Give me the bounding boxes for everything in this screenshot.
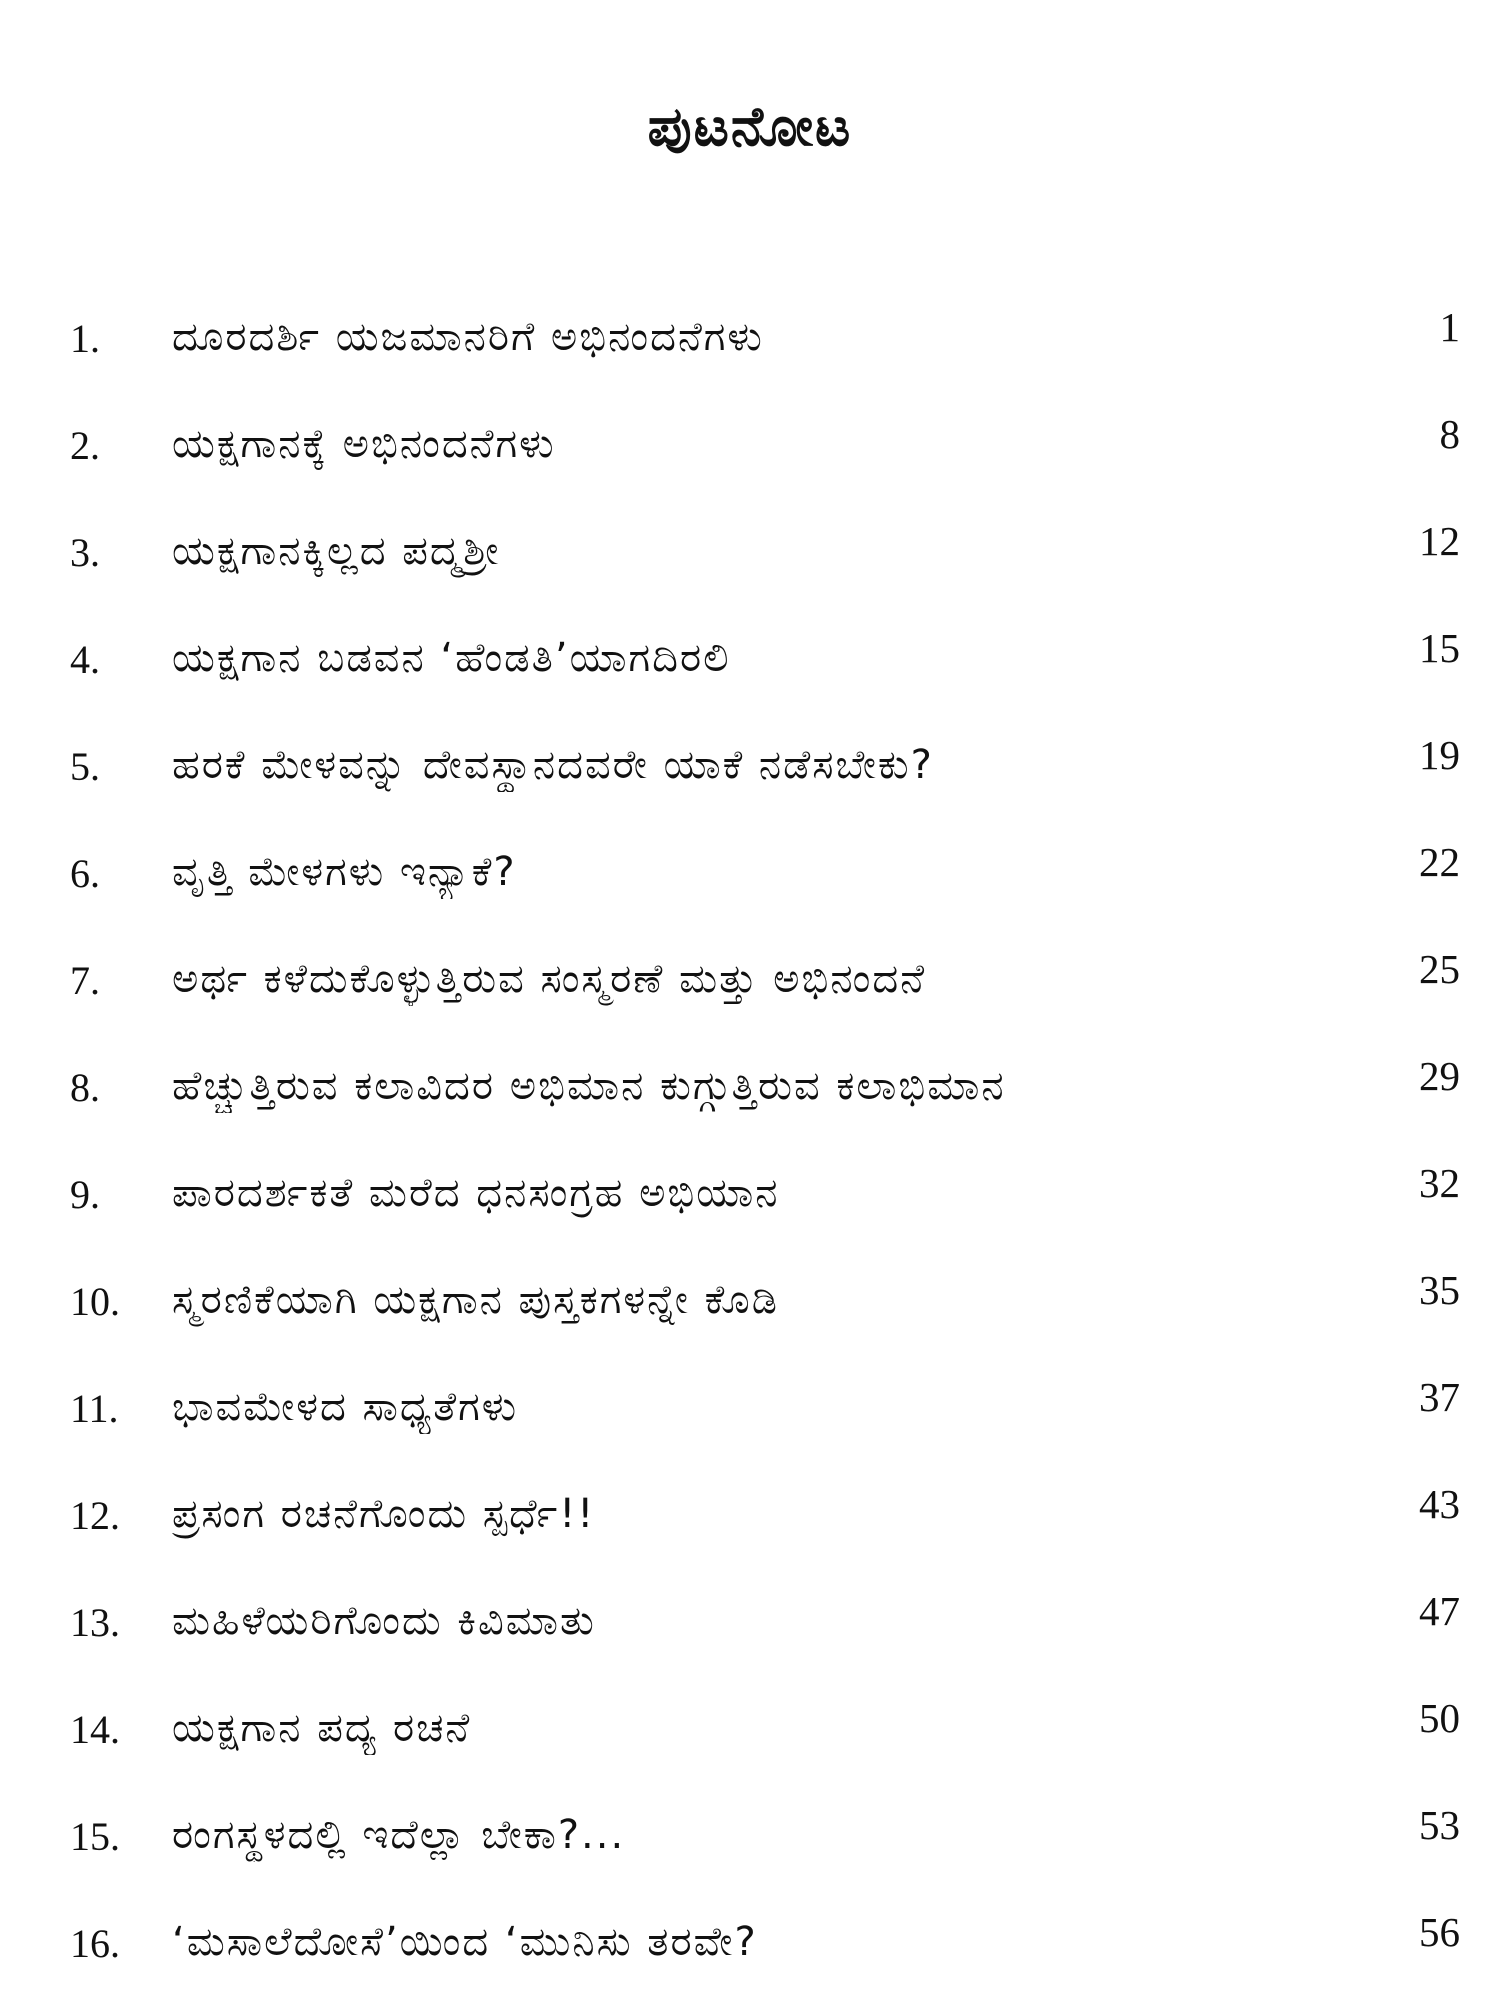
- entry-page-number: 12: [1419, 518, 1460, 564]
- entry-title: ಯಕ್ಷಗಾನ ಬಡವನ ‘ಹೆಂಡತಿ’ಯಾಗದಿರಲಿ: [172, 635, 731, 681]
- entry-number: 5.: [70, 744, 100, 789]
- toc-entry: [0, 407, 1500, 514]
- entry-number: 14.: [70, 1707, 120, 1752]
- entry-page-number: 43: [1419, 1481, 1460, 1527]
- entry-title: ರಂಗಸ್ಥಳದಲ್ಲಿ ಇದೆಲ್ಲಾ ಬೇಕಾ?...: [172, 1812, 626, 1858]
- toc-entry: [0, 942, 1500, 1049]
- entry-page-number: 19: [1419, 732, 1460, 778]
- entry-number: 11.: [70, 1386, 119, 1431]
- entry-page-number: 53: [1419, 1802, 1460, 1848]
- toc-entry: [0, 514, 1500, 621]
- toc-entry: [0, 728, 1500, 835]
- toc-entry: [0, 1263, 1500, 1370]
- entry-number: 9.: [70, 1172, 100, 1217]
- entry-title: ಹರಕೆ ಮೇಳವನ್ನು ದೇವಸ್ಥಾನದವರೇ ಯಾಕೆ ನಡೆಸಬೇಕು?: [172, 742, 934, 788]
- toc-entry: [0, 1798, 1500, 1905]
- entry-page-number: 22: [1419, 839, 1460, 885]
- entry-page-number: 29: [1419, 1053, 1460, 1099]
- entry-title: ‘ಮಸಾಲೆದೋಸೆ’ಯಿಂದ ‘ಮುನಿಸು ತರವೇ?: [172, 1919, 758, 1965]
- entry-number: 10.: [70, 1279, 120, 1324]
- entry-number: 13.: [70, 1600, 120, 1645]
- toc-entry: [0, 1691, 1500, 1798]
- entry-title: ಪ್ರಸಂಗ ರಚನೆಗೊಂದು ಸ್ಪರ್ಧೆ!!: [172, 1491, 596, 1537]
- toc-entry: [0, 1156, 1500, 1263]
- toc-entry: [0, 1049, 1500, 1156]
- entry-number: 6.: [70, 851, 100, 896]
- entry-page-number: 35: [1419, 1267, 1460, 1313]
- entry-page-number: 56: [1419, 1909, 1460, 1955]
- entry-number: 4.: [70, 637, 100, 682]
- entry-title: ಸ್ಮರಣಿಕೆಯಾಗಿ ಯಕ್ಷಗಾನ ಪುಸ್ತಕಗಳನ್ನೇ ಕೊಡಿ: [172, 1277, 779, 1323]
- entry-title: ಯಕ್ಷಗಾನಕ್ಕೆ ಅಭಿನಂದನೆಗಳು: [172, 421, 556, 467]
- toc-entry: [0, 621, 1500, 728]
- toc-entry: [0, 1584, 1500, 1691]
- entry-title: ಯಕ್ಷಗಾನಕ್ಕಿಲ್ಲದ ಪದ್ಮಶ್ರೀ: [172, 528, 501, 574]
- toc-entry: [0, 1370, 1500, 1477]
- entry-page-number: 15: [1419, 625, 1460, 671]
- entry-title: ಭಾವಮೇಳದ ಸಾಧ್ಯತೆಗಳು: [172, 1384, 519, 1430]
- entry-title: ದೂರದರ್ಶಿ ಯಜಮಾನರಿಗೆ ಅಭಿನಂದನೆಗಳು: [172, 314, 764, 360]
- entry-title: ಯಕ್ಷಗಾನ ಪದ್ಯ ರಚನೆ: [172, 1705, 472, 1751]
- entry-title: ಮಹಿಳೆಯರಿಗೊಂದು ಕಿವಿಮಾತು: [172, 1598, 596, 1644]
- entry-page-number: 37: [1419, 1374, 1460, 1420]
- entry-title: ಪಾರದರ್ಶಕತೆ ಮರೆದ ಧನಸಂಗ್ರಹ ಅಭಿಯಾನ: [172, 1170, 780, 1216]
- toc-entry: [0, 1477, 1500, 1584]
- entry-page-number: 25: [1419, 946, 1460, 992]
- entry-title: ಹೆಚ್ಚುತ್ತಿರುವ ಕಲಾವಿದರ ಅಭಿಮಾನ ಕುಗ್ಗುತ್ತಿರುವ ಕಲಾಭಿಮಾನ: [172, 1063, 1006, 1109]
- table-of-contents: [0, 300, 1500, 2012]
- entry-number: 16.: [70, 1921, 120, 1966]
- entry-number: 2.: [70, 423, 100, 468]
- entry-page-number: 47: [1419, 1588, 1460, 1634]
- entry-number: 7.: [70, 958, 100, 1003]
- entry-page-number: 1: [1439, 304, 1460, 350]
- entry-number: 1.: [70, 316, 100, 361]
- entry-title: ವೃತ್ತಿ ಮೇಳಗಳು ಇನ್ಯಾಕೆ?: [172, 849, 517, 895]
- entry-page-number: 32: [1419, 1160, 1460, 1206]
- toc-entry: [0, 1905, 1500, 2012]
- toc-entry: [0, 300, 1500, 407]
- entry-number: 3.: [70, 530, 100, 575]
- entry-number: 8.: [70, 1065, 100, 1110]
- entry-page-number: 8: [1439, 411, 1460, 457]
- entry-number: 15.: [70, 1814, 120, 1859]
- page-title: ಪುಟನೋಟ: [647, 95, 853, 158]
- toc-entry: [0, 835, 1500, 942]
- entry-page-number: 50: [1419, 1695, 1460, 1741]
- entry-number: 12.: [70, 1493, 120, 1538]
- entry-title: ಅರ್ಥ ಕಳೆದುಕೊಳ್ಳುತ್ತಿರುವ ಸಂಸ್ಮರಣೆ ಮತ್ತು ಅಭಿನಂದನೆ: [172, 956, 927, 1002]
